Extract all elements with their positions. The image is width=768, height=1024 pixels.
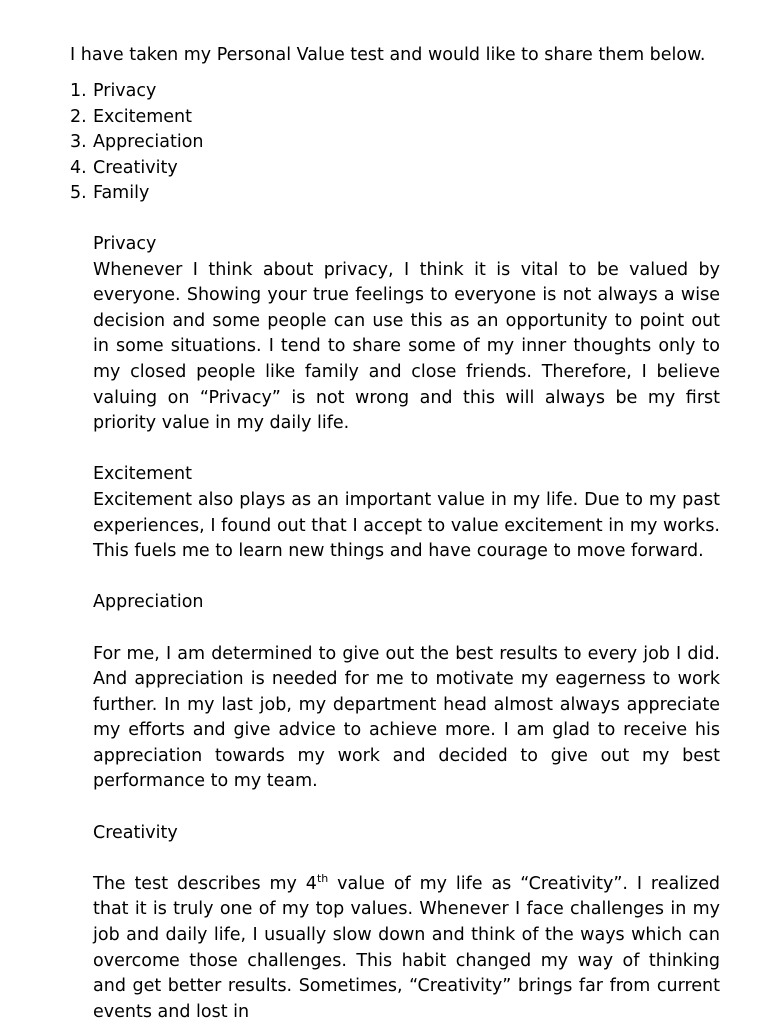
list-item-number: 1. — [70, 81, 87, 101]
ordinal-suffix: th — [316, 872, 329, 886]
privacy-heading: Privacy — [93, 234, 157, 254]
intro-text: I have taken my Personal Value test and would like to share them below. — [70, 45, 706, 65]
list-item-number: 5. — [70, 183, 87, 204]
values-list — [70, 79, 204, 207]
list-item-label: Privacy — [93, 81, 157, 101]
creativity-heading: Creativity — [93, 822, 178, 843]
list-item-label: Creativity — [93, 157, 178, 178]
list-item-number: 4. — [70, 157, 87, 178]
excitement-paragraph: Excitement also plays as an important value in my life. Due to my past experiences, I found out that I accept to value excitement in my works. This fuels me to learn new things and have courage to move forward. — [93, 489, 720, 562]
list-item-label: Appreciation — [93, 132, 204, 153]
appreciation-heading: Appreciation — [93, 592, 204, 613]
appreciation-paragraph: For me, I am determined to give out the best results to every job I did. And appreciation is needed for me to motivate my eagerness to work further. In my last job, my department head almost always appreciate my efforts and give advice to achieve more. I am glad to receive his appreciation towards my work and decided to give out my best performance to my team. — [93, 643, 720, 792]
list-item — [70, 181, 204, 207]
list-item-label: Family — [93, 183, 150, 204]
list-item-number: 3. — [70, 132, 87, 153]
list-item — [70, 130, 204, 156]
paragraph-spacer — [93, 616, 720, 642]
list-item-label: Excitement — [93, 106, 192, 127]
paragraph-spacer — [93, 565, 720, 591]
privacy-paragraph: Whenever I think about privacy, I think it is vital to be valued by everyone. Showing your true feelings to everyone is not always a wise decision and some people can use this as an opportunity to point out in some situations. I tend to share some of my inner thoughts only to my closed people like family and close friends. Therefore, I believe valuing on “Privacy” is not wrong and this will always be my first priority value in my daily life. — [93, 259, 720, 434]
paragraph-spacer — [93, 846, 720, 872]
creativity-text-rest: value of my life as “Creativity”. I realized that it is truly one of my top values. Whenever I face challenges in my job and daily life, I usually slow down and think of the ways which can overcome those challenges. This habit changed my way of thinking and get better results. Sometimes, “Creativity” brings far from current events and lost in — [93, 873, 720, 1022]
excitement-heading: Excitement — [93, 464, 192, 485]
paragraph-spacer — [93, 437, 720, 463]
list-item — [70, 156, 204, 182]
creativity-paragraph — [93, 872, 720, 1024]
list-item — [70, 79, 204, 105]
list-item — [70, 105, 204, 131]
document-body — [93, 232, 720, 1024]
list-item-number: 2. — [70, 106, 87, 127]
paragraph-spacer — [93, 795, 720, 821]
creativity-text-start: The test describes my 4 — [93, 873, 317, 894]
